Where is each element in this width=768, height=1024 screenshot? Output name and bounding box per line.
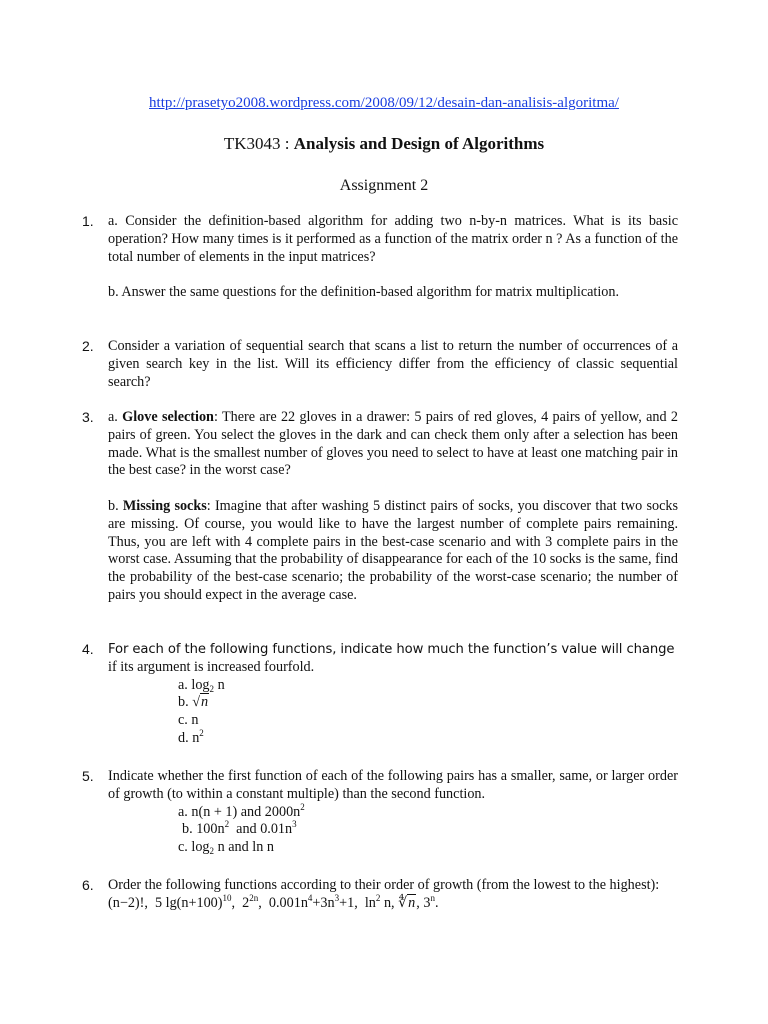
course-code: TK3043 : xyxy=(223,134,290,153)
question-5 xyxy=(82,768,678,857)
question-number: 6. xyxy=(82,877,94,893)
question-number: 2. xyxy=(82,338,94,354)
question-5a: a. n(n + 1) and $2000n^2$ xyxy=(178,801,305,820)
question-5c: c. $\log_2 n$ and ln n xyxy=(178,839,274,857)
source-url-link[interactable]: http://prasetyo2008.wordpress.com/2008/09/12/desain-dan-analisis-algoritma/ xyxy=(149,95,619,111)
missing-socks-heading: Missing socks xyxy=(122,497,207,514)
question-3 xyxy=(82,409,678,605)
question-1 xyxy=(82,213,678,302)
course-heading xyxy=(0,134,768,154)
question-6-functions: (n−2)!, 5 $\lg(n+100)^{10}$, $2^{2n}$, $0.001n^4+3n^3+1$, $\ln^2 n$, ∜n, 3$^n$. xyxy=(108,892,439,911)
question-4-line1: For each of the following functions, indicate how much the function’s value will change xyxy=(108,642,675,657)
question-number: 4. xyxy=(82,641,94,657)
question-5-text: Indicate whether the first function of each of the following pairs has a smaller, same, or larger order of growth (to within a constant multiple) than the second function. xyxy=(108,768,678,802)
question-number: 3. xyxy=(82,409,94,425)
question-6 xyxy=(82,877,678,913)
question-2 xyxy=(82,338,678,391)
question-2-text: Consider a variation of sequential search that scans a list to return the number of occurrences of a given search key in the list. Will its efficiency differ from the efficiency of classic sequential search? xyxy=(108,338,678,390)
question-4 xyxy=(82,641,678,748)
question-number: 5. xyxy=(82,768,94,784)
question-4d: d. $n^2$ xyxy=(178,727,204,746)
question-number: 1. xyxy=(82,213,94,229)
question-1b-text: b. Answer the same questions for the definition-based algorithm for matrix multiplication. xyxy=(108,284,620,301)
question-3a-text: a. Glove selection: There are 22 gloves in a drawer: 5 pairs of red gloves, 4 pairs of yellow, and 2 pairs of green. You select the gloves in the dark and can check them only after a selection has been made. What is the smallest number of gloves you need to select to have at least one matching pair in the best case? in the worst case? xyxy=(108,409,678,479)
question-4-line2: if its argument is increased fourfold. xyxy=(108,658,315,675)
question-1a-text: a. Consider the definition-based algorithm for adding two n-by-n matrices. What is its basic operation? How many times is it performed as a function of the matrix order n ? As a function of the total number of elements in the input matrices? xyxy=(108,213,678,265)
question-4a: a. $\log_2 n$ xyxy=(178,676,225,694)
question-4c: c. n xyxy=(178,712,199,729)
assignment-title: Assignment 2 xyxy=(339,177,429,194)
question-6-text: Order the following functions according to their order of growth (from the lowest to the highest): xyxy=(108,877,660,893)
question-4b: b. √n xyxy=(178,694,209,711)
course-title: Analysis and Design of Algorithms xyxy=(293,134,545,153)
glove-selection-heading: Glove selection xyxy=(122,409,214,425)
question-5b: b. $100n^2$ and $0.01n^3$ xyxy=(182,819,297,838)
question-3b-text: b. Missing socks: Imagine that after washing 5 distinct pairs of socks, you discover that two socks are missing. Of course, you would like to have the largest number of complete pairs remaining. Thus, you are left with 4 complete pairs in the best-case scenario and with 3 complete pairs in the worst case. Assuming that the probability of disappearance for each of the 10 socks is the same, find the probability of the best-case scenario; the probability of the worst-case scenario; the number of pairs you should expect in the average case. xyxy=(108,497,678,603)
